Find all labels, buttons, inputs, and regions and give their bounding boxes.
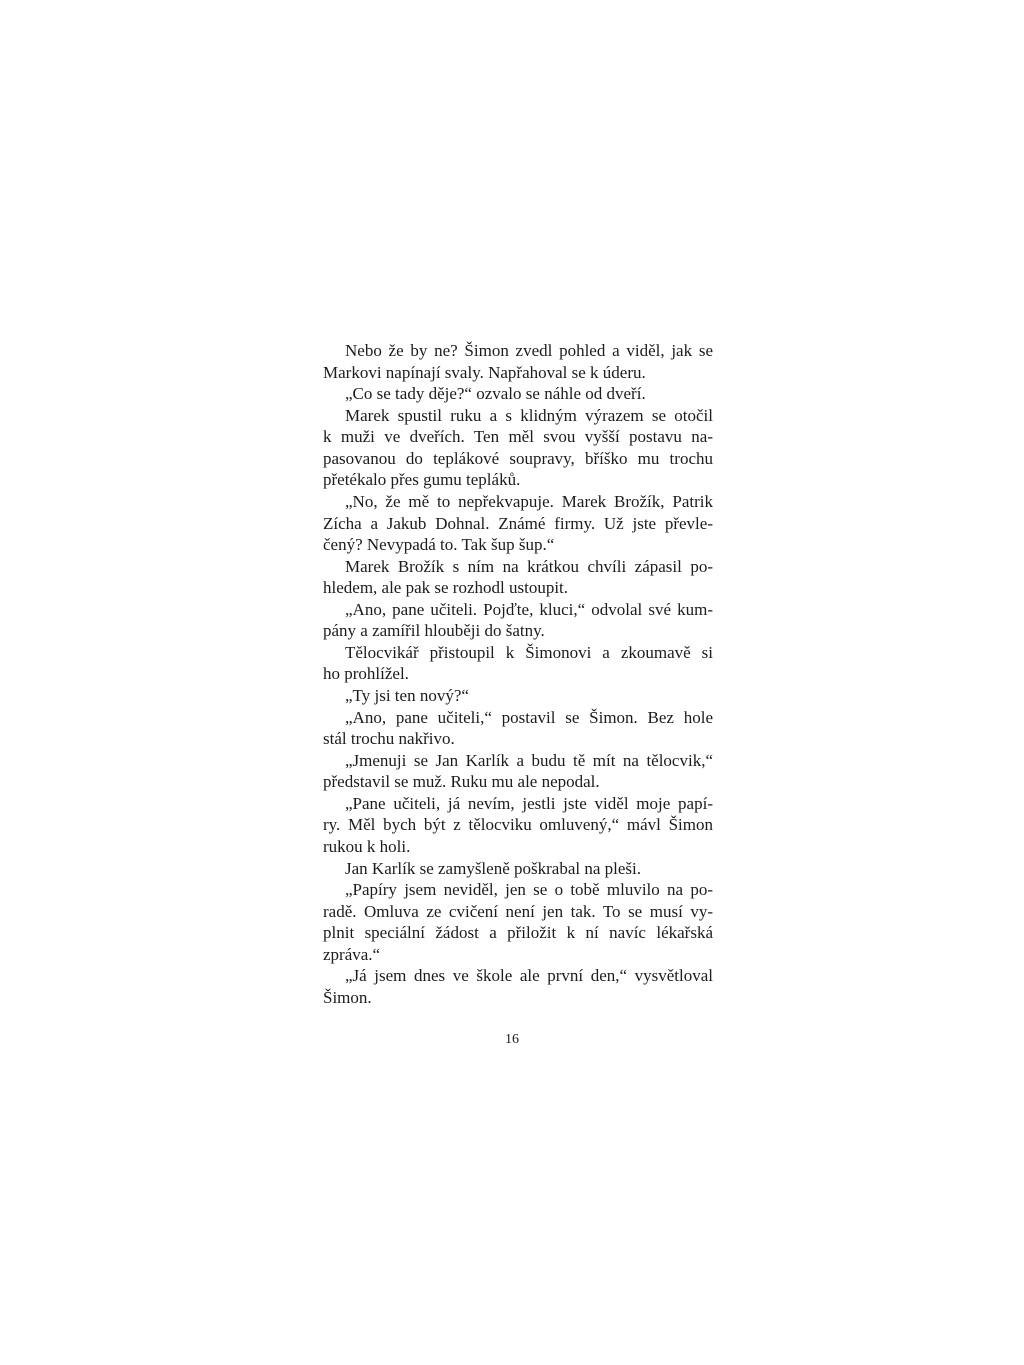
text-line: přetékalo přes gumu tepláků. [323,470,521,490]
text-line: pasovanou do teplákové soupravy, bříško mu trochu [323,448,713,468]
text-line: „Co se tady děje?“ ozvalo se náhle od dveří. [345,384,646,404]
text-line: plnit speciální žádost a přiložit k ní navíc lékařská [323,923,713,943]
paragraph [323,383,713,405]
page-number: 16 [505,1032,519,1047]
text-line: rukou k holi. [323,836,411,856]
text-line: „Papíry jsem neviděl, jen se o tobě mluvilo na po- [345,880,713,900]
text-line: „Ano, pane učiteli,“ postavil se Šimon. Bez hole [345,707,713,727]
text-line: hledem, ale pak se rozhodl ustoupit. [323,578,569,598]
text-line: čený? Nevypadá to. Tak šup šup.“ [323,535,555,555]
text-line: „Jmenuji se Jan Karlík a budu tě mít na tělocvik,“ [345,750,713,770]
paragraph [323,965,713,1008]
text-line: k muži ve dveřích. Ten měl svou vyšší postavu na- [323,427,713,447]
paragraph [323,858,713,880]
text-line: „Pane učiteli, já nevím, jestli jste viděl moje papí- [345,793,713,813]
text-line: Marek spustil ruku a s klidným výrazem se otočil [345,405,713,425]
paragraph [323,340,713,383]
paragraph [323,707,713,750]
text-line: Markovi napínají svaly. Napřahoval se k úderu. [323,362,646,382]
paragraph [323,879,713,965]
text-line: Marek Brožík s ním na krátkou chvíli zápasil po- [345,556,713,576]
paragraph [323,599,713,642]
text-line: představil se muž. Ruku mu ale nepodal. [323,772,600,792]
text-line: stál trochu nakřivo. [323,729,455,749]
text-line: pány a zamířil hlouběji do šatny. [323,621,545,641]
text-line: radě. Omluva ze cvičení není jen tak. To se musí vy- [323,901,713,921]
text-line: zpráva.“ [323,944,381,964]
body-text [323,340,713,1008]
paragraph [323,491,713,556]
paragraph [323,685,713,707]
text-line: Nebo že by ne? Šimon zvedl pohled a viděl, jak se [345,341,713,360]
text-line: Jan Karlík se zamyšleně poškrabal na pleši. [345,858,641,878]
text-line: „Já jsem dnes ve škole ale první den,“ vysvětloval [345,966,713,986]
paragraph [323,642,713,685]
text-line: Tělocvikář přistoupil k Šimonovi a zkoumavě si [345,642,713,662]
text-line: Zícha a Jakub Dohnal. Známé firmy. Už jste převle- [323,513,713,533]
paragraph [323,405,713,491]
text-line: Šimon. [323,987,372,1007]
paragraph [323,750,713,793]
text-line: ho prohlížel. [323,664,409,684]
text-line: „Ty jsi ten nový?“ [345,686,469,705]
paragraph [323,793,713,858]
text-line: ry. Měl bych být z tělocviku omluvený,“ mávl Šimon [323,815,713,835]
text-line: „Ano, pane učiteli. Pojďte, kluci,“ odvolal své kum- [345,599,713,619]
paragraph [323,556,713,599]
text-line: „No, že mě to nepřekvapuje. Marek Brožík, Patrik [345,491,713,511]
